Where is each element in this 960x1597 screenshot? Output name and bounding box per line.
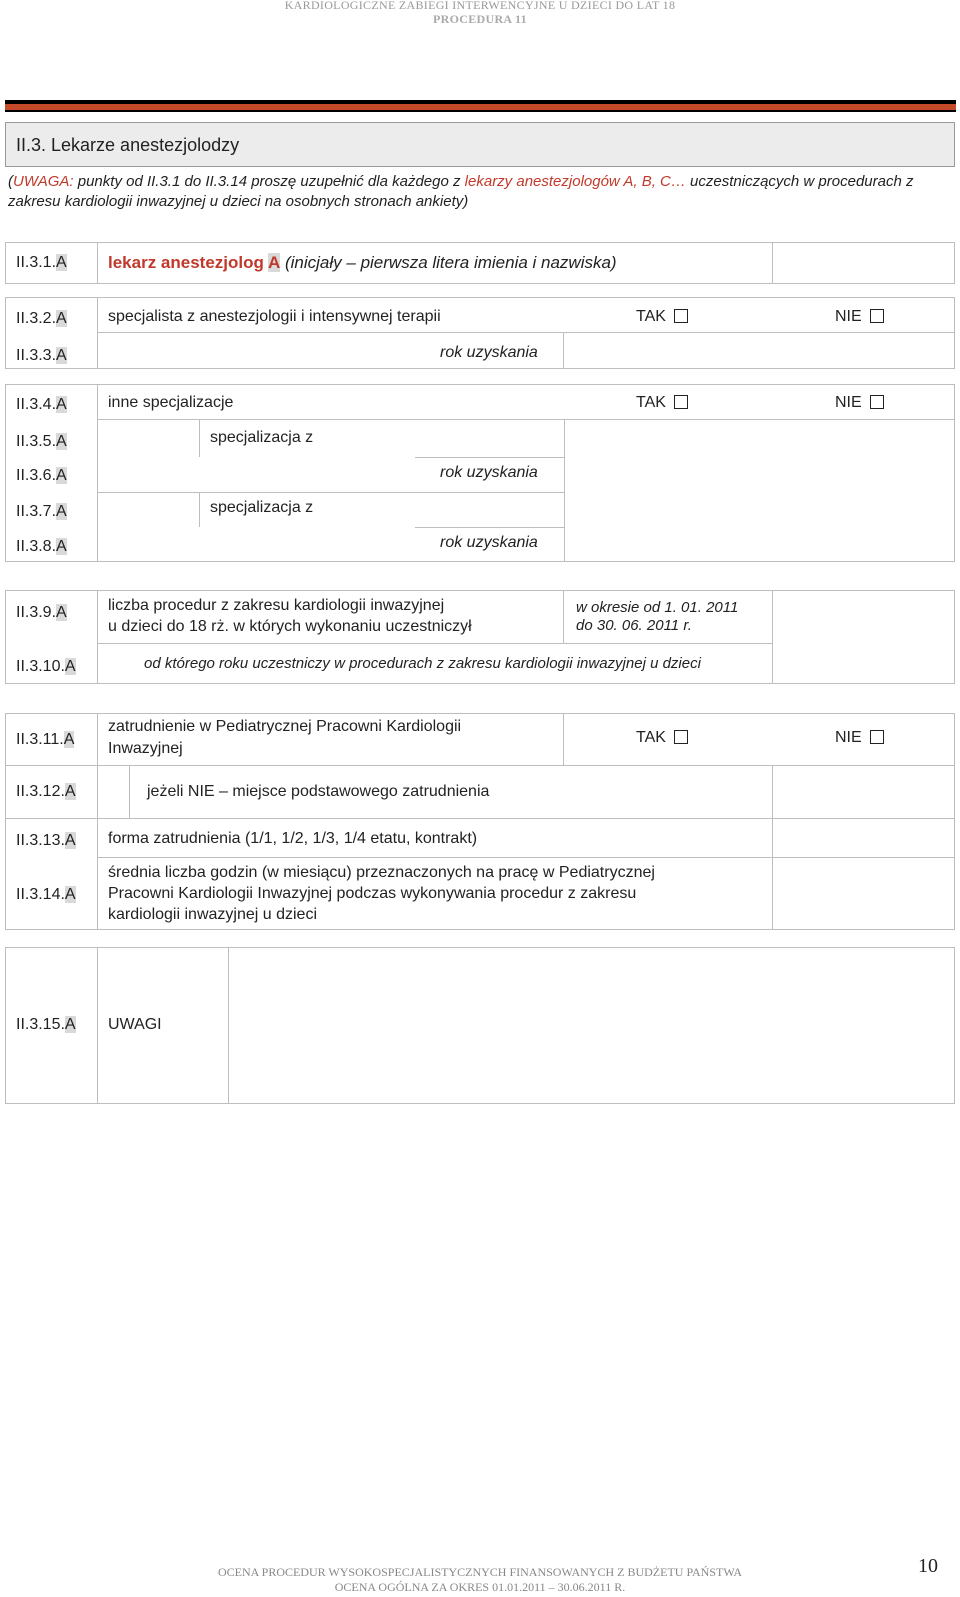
row-3-9-label-2: u dzieci do 18 rż. w których wykonaniu uczestniczył bbox=[108, 618, 472, 635]
header-divider bbox=[5, 100, 956, 112]
footer-line-1: OCENA PROCEDUR WYSOKOSPECJALISTYCZNYCH FINANSOWANYCH Z BUDŻETU PAŃSTWA bbox=[217, 1565, 743, 1579]
tak-checkbox[interactable] bbox=[674, 395, 688, 409]
row-3-14-code: II.3.14.A bbox=[16, 886, 76, 903]
nie-checkbox[interactable] bbox=[870, 309, 884, 323]
note-text-c: uczestniczących w procedurach z zakresu kardiologii inwazyjnej u dzieci na osobnych stronach ankiety) bbox=[8, 173, 914, 210]
section-title: II.3. Lekarze anestezjolodzy bbox=[16, 135, 240, 155]
row-3-15-code: II.3.15.A bbox=[16, 1016, 76, 1033]
tak-checkbox[interactable] bbox=[674, 730, 688, 744]
section-note bbox=[8, 172, 948, 212]
row-3-11-label-2: Inwazyjnej bbox=[108, 740, 183, 757]
row-3-13-code: II.3.13.A bbox=[16, 832, 76, 849]
row-3-11-code: II.3.11.A bbox=[16, 731, 75, 748]
row-3-8-label: rok uzyskania bbox=[440, 534, 538, 551]
row-3-4-code: II.3.4.A bbox=[16, 396, 67, 413]
row-3-7-code: II.3.7.A bbox=[16, 503, 67, 520]
remarks-input[interactable] bbox=[229, 948, 954, 1103]
row-3-9-period-1: w okresie od 1. 01. 2011 bbox=[576, 599, 739, 616]
row-3-12-code: II.3.12.A bbox=[16, 783, 76, 800]
row-3-8-code: II.3.8.A bbox=[16, 538, 67, 555]
row-3-14-input[interactable] bbox=[773, 858, 954, 929]
row-3-4-tak[interactable]: TAK bbox=[636, 394, 688, 412]
row-3-12-label: jeżeli NIE – miejsce podstawowego zatrudnienia bbox=[147, 783, 490, 800]
header-line-2: PROCEDURA 11 bbox=[433, 12, 527, 26]
row-3-1-label: lekarz anestezjolog A (inicjały – pierwsza litera imienia i nazwiska) bbox=[108, 253, 617, 272]
row-3-11-nie[interactable]: NIE bbox=[835, 729, 884, 747]
row-3-10-input[interactable] bbox=[773, 644, 954, 683]
nie-checkbox[interactable] bbox=[870, 395, 884, 409]
page-number: 10 bbox=[918, 1555, 938, 1577]
row-3-14-label-3: kardiologii inwazyjnej u dzieci bbox=[108, 906, 317, 923]
row-3-9-input[interactable] bbox=[773, 591, 954, 643]
row-3-5-label: specjalizacja z bbox=[210, 429, 314, 446]
note-uwaga: UWAGA: bbox=[13, 173, 74, 190]
row-3-9-period-2: do 30. 06. 2011 r. bbox=[576, 617, 692, 634]
row-3-2-nie[interactable]: NIE bbox=[835, 308, 884, 326]
note-open: ( bbox=[8, 173, 13, 190]
row-3-12-input[interactable] bbox=[564, 766, 954, 817]
note-text-b: lekarzy anestezjologów A, B, C… bbox=[464, 173, 686, 190]
row-3-3-code: II.3.3.A bbox=[16, 347, 67, 364]
row-3-4-label: inne specjalizacje bbox=[108, 394, 234, 411]
row-3-14-label-1: średnia liczba godzin (w miesiącu) przeznaczonych na pracę w Pediatrycznej bbox=[108, 864, 655, 881]
tak-checkbox[interactable] bbox=[674, 309, 688, 323]
row-3-3-input[interactable] bbox=[564, 333, 954, 368]
row-3-9-label-1: liczba procedur z zakresu kardiologii inwazyjnej bbox=[108, 597, 445, 614]
row-3-1-code: II.3.1.A bbox=[16, 254, 67, 271]
row-3-6-code: II.3.6.A bbox=[16, 467, 67, 484]
row-3-6-label: rok uzyskania bbox=[440, 464, 538, 481]
row-3-10-label: od którego roku uczestniczy w procedurach z zakresu kardiologii inwazyjnej u dzieci bbox=[144, 655, 701, 672]
row-3-13-input[interactable] bbox=[773, 819, 954, 856]
row-3-2-code: II.3.2.A bbox=[16, 310, 67, 327]
specializations-input[interactable] bbox=[565, 420, 954, 561]
header-line-1: KARDIOLOGICZNE ZABIEGI INTERWENCYJNE U DZIECI DO LAT 18 bbox=[284, 0, 676, 12]
row-3-15-label: UWAGI bbox=[108, 1016, 162, 1033]
nie-checkbox[interactable] bbox=[870, 730, 884, 744]
row-3-7-label: specjalizacja z bbox=[210, 499, 314, 516]
row-3-4-nie[interactable]: NIE bbox=[835, 394, 884, 412]
row-3-2-tak[interactable]: TAK bbox=[636, 308, 688, 326]
row-3-3-label: rok uzyskania bbox=[440, 344, 538, 361]
row-3-10-code: II.3.10.A bbox=[16, 658, 76, 675]
row-3-13-label: forma zatrudnienia (1/1, 1/2, 1/3, 1/4 etatu, kontrakt) bbox=[108, 830, 478, 847]
footer-line-2: OCENA OGÓLNA ZA OKRES 01.01.2011 – 30.06.2011 R. bbox=[334, 1580, 626, 1594]
row-3-11-label-1: zatrudnienie w Pediatrycznej Pracowni Kardiologii bbox=[108, 718, 462, 735]
row-3-11-tak[interactable]: TAK bbox=[636, 729, 688, 747]
note-text-a: punkty od II.3.1 do II.3.14 proszę uzupełnić dla każdego z bbox=[73, 173, 465, 190]
row-3-14-label-2: Pracowni Kardiologii Inwazyjnej podczas wykonywania procedur z zakresu bbox=[108, 885, 637, 902]
row-3-2-label: specjalista z anestezjologii i intensywnej terapii bbox=[108, 308, 441, 325]
row-3-1-input[interactable] bbox=[773, 243, 954, 283]
row-3-9-code: II.3.9.A bbox=[16, 604, 67, 621]
row-3-5-code: II.3.5.A bbox=[16, 433, 67, 450]
